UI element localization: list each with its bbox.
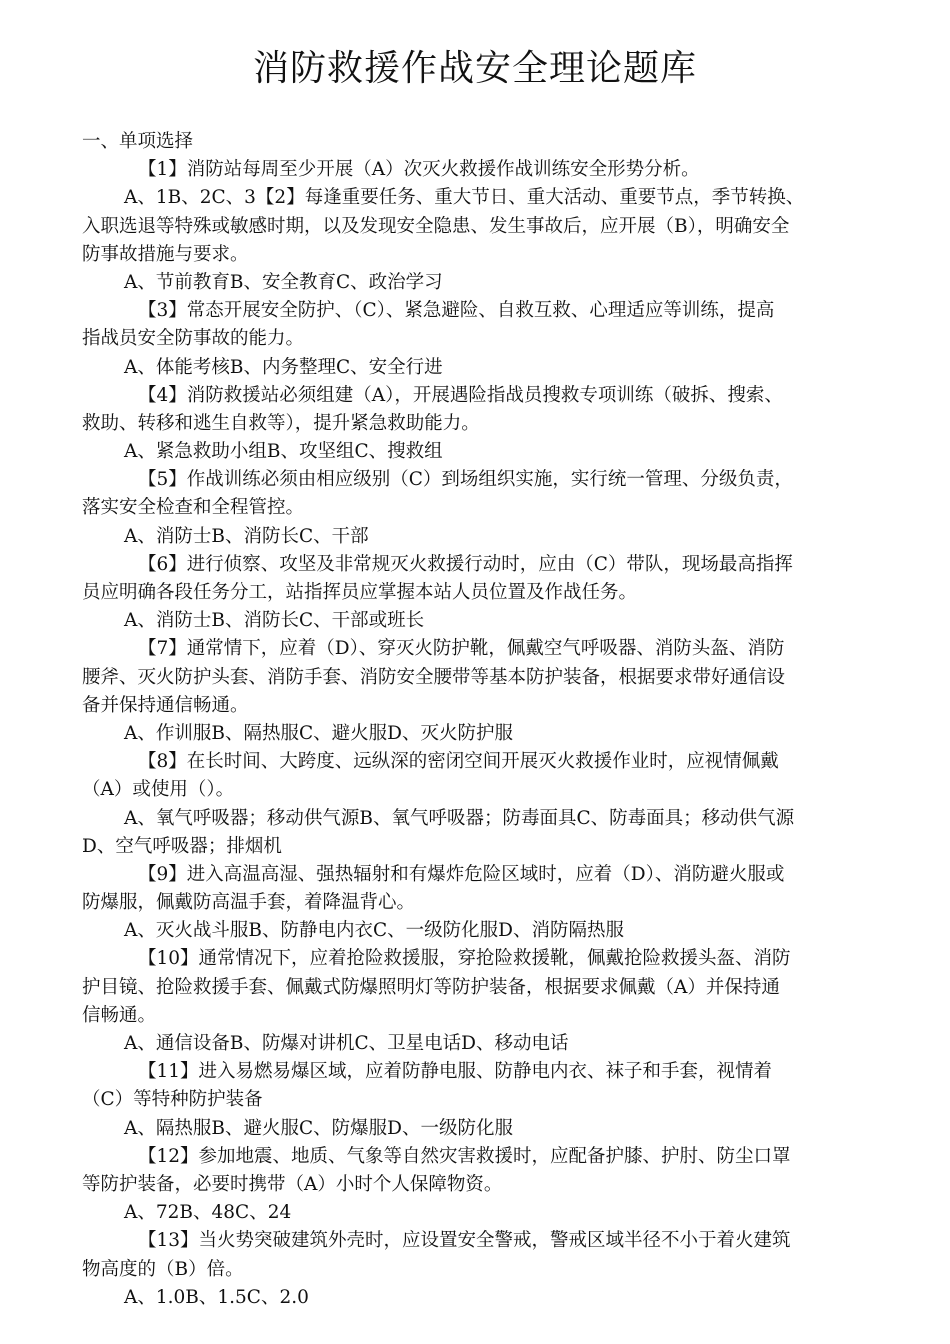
text-line: A、紧急救助小组B、攻坚组C、搜救组 (124, 441, 443, 463)
text-line: 信畅通。 (82, 1004, 157, 1026)
text-line: 【4】消防救援站必须组建（A），开展遇险指战员搜救专项训练（破拆、搜索、 (138, 384, 783, 406)
text-line: 【1】消防站每周至少开展（A）次灭火救援作战训练安全形势分析。 (138, 159, 700, 181)
text-line: A、体能考核B、内务整理C、安全行进 (124, 356, 443, 378)
text-line: A、1.0B、1.5C、2.0 (124, 1286, 309, 1308)
text-line: A、消防士B、消防长C、干部 (124, 525, 369, 547)
text-line: A、氧气呼吸器；移动供气源B、氧气呼吸器；防毒面具C、防毒面具；移动供气源 (124, 807, 795, 829)
text-line: 落实安全检查和全程管控。 (82, 497, 305, 519)
text-line: 【9】进入高温高湿、强热辐射和有爆炸危险区域时，应着（D）、消防避火服或 (138, 863, 785, 885)
text-line: D、空气呼吸器；排烟机 (82, 835, 282, 857)
text-line: 【8】在长时间、大跨度、远纵深的密闭空间开展灭火救援作业时，应视情佩戴 (138, 751, 779, 773)
text-line: 【13】当火势突破建筑外壳时，应设置安全警戒，警戒区域半径不小于着火建筑 (138, 1230, 791, 1252)
text-line: A、灭火战斗服B、防静电内衣C、一级防化服D、消防隔热服 (124, 920, 624, 942)
text-line: 腰斧、灭火防护头套、消防手套、消防安全腰带等基本防护装备，根据要求带好通信设 (82, 666, 786, 688)
text-line: 【7】通常情下，应着（D）、穿灭火防护靴，佩戴空气呼吸器、消防头盔、消防 (138, 638, 785, 660)
text-line: （C）等特种防护装备 (82, 1089, 263, 1111)
text-line: 备并保持通信畅通。 (82, 694, 249, 716)
document-title: 消防救援作战安全理论题库 (252, 48, 697, 89)
document-body (82, 128, 874, 1312)
text-line: 护目镜、抢险救援手套、佩戴式防爆照明灯等防护装备，根据要求佩戴（A）并保持通 (82, 976, 780, 998)
text-line: 【6】进行侦察、攻坚及非常规灭火救援行动时，应由（C）带队，现场最高指挥 (138, 553, 793, 575)
text-line: 防事故措施与要求。 (82, 243, 249, 265)
text-line: 指战员安全防事故的能力。 (82, 328, 305, 350)
text-line: A、1B、2C、3【2】每逢重要任务、重大节日、重大活动、重要节点，季节转换、 (124, 187, 805, 209)
text-line: 【12】参加地震、地质、气象等自然灾害救援时，应配备护膝、护肘、防尘口罩 (138, 1145, 791, 1167)
text-line: A、隔热服B、避火服C、防爆服D、一级防化服 (124, 1117, 513, 1139)
text-line: A、72B、48C、24 (124, 1202, 292, 1224)
section-heading: 一、单项选择 (82, 131, 194, 152)
text-line: 等防护装备，必要时携带（A）小时个人保障物资。 (82, 1173, 503, 1195)
text-line: 入职选退等特殊或敏感时期，以及发现安全隐患、发生事故后，应开展（B），明确安全 (82, 215, 790, 237)
text-line: 【3】常态开展安全防护、（C）、紧急避险、自救互救、心理适应等训练，提高 (138, 300, 775, 322)
text-line: 物高度的（B）倍。 (82, 1258, 244, 1280)
text-line: A、消防士B、消防长C、干部或班长 (124, 610, 425, 632)
text-line: A、通信设备B、防爆对讲机C、卫星电话D、移动电话 (124, 1033, 569, 1054)
text-line: 【5】作战训练必须由相应级别（C）到场组织实施，实行统一管理、分级负责， (138, 469, 793, 491)
text-line: 员应明确各段任务分工，站指挥员应掌握本站人员位置及作战任务。 (82, 582, 638, 603)
text-line: 【11】进入易燃易爆区域，应着防静电服、防静电内衣、袜子和手套，视情着 (138, 1061, 773, 1083)
text-line: 【10】通常情况下，应着抢险救援服，穿抢险救援靴，佩戴抢险救援头盔、消防 (138, 948, 791, 970)
text-line: A、作训服B、隔热服C、避火服D、灭火防护服 (124, 722, 513, 744)
text-line: （A）或使用（）。 (82, 779, 235, 801)
text-line: 防爆服，佩戴防高温手套，着降温背心。 (82, 892, 416, 914)
text-line: 救助、转移和逃生自救等），提升紧急救助能力。 (82, 412, 480, 434)
text-line: A、节前教育B、安全教育C、政治学习 (124, 271, 443, 293)
